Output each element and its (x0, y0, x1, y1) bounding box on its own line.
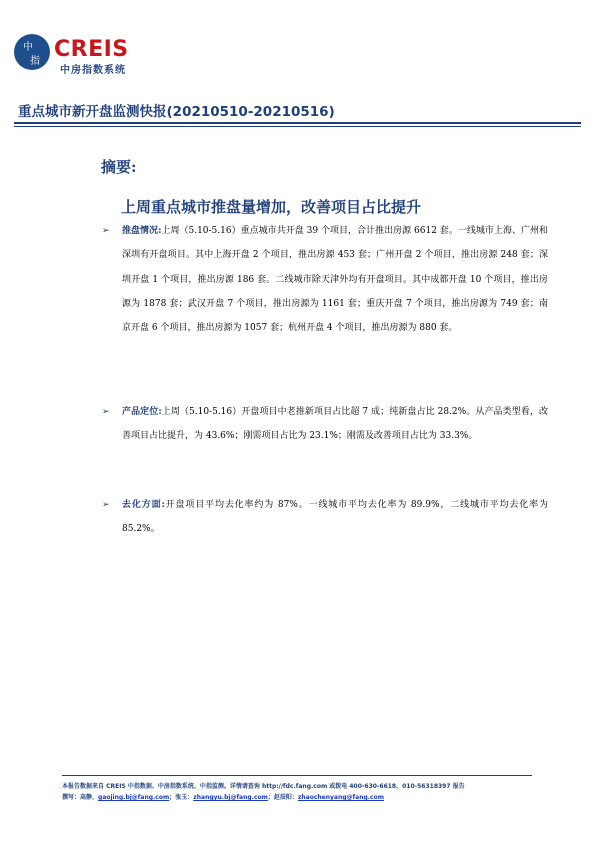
title-divider (14, 122, 581, 124)
section-absorption-text: 开盘项目平均去化率约为 87%。一线城市平均去化率为 89.9%，二线城市平均去化率为 85.2%。 (122, 500, 548, 535)
section-supply-text: 上周（5.10-5.16）重点城市共开盘 39 个项目，合计推出房源 6612 套。一线城市上海、广州和深圳有开盘项目。其中上海开盘 2 个项目，推出房源 453 套；广州开盘 2 个项目，推出房源 248 套；深圳开盘 1 个项目，推出房源 186 套。二线城市除天津外均有开盘项目。其中成都开盘 10 个项目，推出房源为 1878 套；武汉开盘 7 个项目，推出房源为 1161 套；重庆开盘 7 个项目，推出房源为 749 套；南京开盘 6 个项目，推出房源为 1057 套；杭州开盘 4 个项目，推出房源为 880 套。 (122, 226, 549, 334)
headline: 上周重点城市推盘量增加，改善项目占比提升 (121, 198, 422, 216)
logo-wordmark: CREIS (54, 37, 129, 62)
section-absorption-label: 去化方面: (122, 500, 165, 510)
report-title: 重点城市新开盘监测快报(20210510-20210516) (18, 104, 335, 120)
footer-authors-prefix: 撰写：高静， (62, 794, 99, 801)
footer-source: 本报告数据来自 CREIS 中指数据、中房指数系统、中指监测。详情请查询 http://fdc.fang.com 或拨电 400-630-6618、010-56318397 报告 (62, 783, 465, 790)
section-supply (122, 219, 548, 340)
section-product (122, 400, 548, 449)
logo-subtitle: 中房指数系统 (60, 65, 126, 76)
bullet-arrow-icon: ➢ (102, 226, 110, 236)
footer-authors-sep2: ；赵辰阳： (267, 794, 298, 801)
section-product-text: 上周（5.10-5.16）开盘项目中老推新项目占比超 7 成；纯新盘占比 28.2%。从产品类型看，改善项目占比提升，为 43.6%；刚需项目占比为 23.1%；刚需及改善项目占比为 33.3%。 (122, 407, 548, 442)
creis-logo (14, 34, 149, 78)
bullet-arrow-icon: ➢ (102, 407, 110, 417)
section-absorption (122, 493, 548, 542)
author-email-link[interactable]: zhaochenyang@fang.com (297, 794, 384, 801)
author-email-link[interactable]: zhangyu.bj@fang.com (193, 794, 268, 801)
section-product-label: 产品定位: (122, 407, 162, 417)
title-divider-thin (14, 126, 581, 127)
author-email-link[interactable]: gaojing.bj@fang.com (98, 794, 170, 801)
abstract-label: 摘要: (101, 158, 137, 176)
logo-emblem-char-2: 指 (30, 56, 40, 67)
logo-emblem (14, 34, 50, 70)
logo-emblem-char-1: 中 (23, 42, 33, 53)
bullet-arrow-icon: ➢ (102, 500, 110, 510)
footer-divider (62, 775, 532, 776)
section-supply-label: 推盘情况: (122, 226, 162, 236)
footer-authors-sep1: ；张玉： (169, 794, 194, 801)
footer-authors (62, 792, 537, 801)
